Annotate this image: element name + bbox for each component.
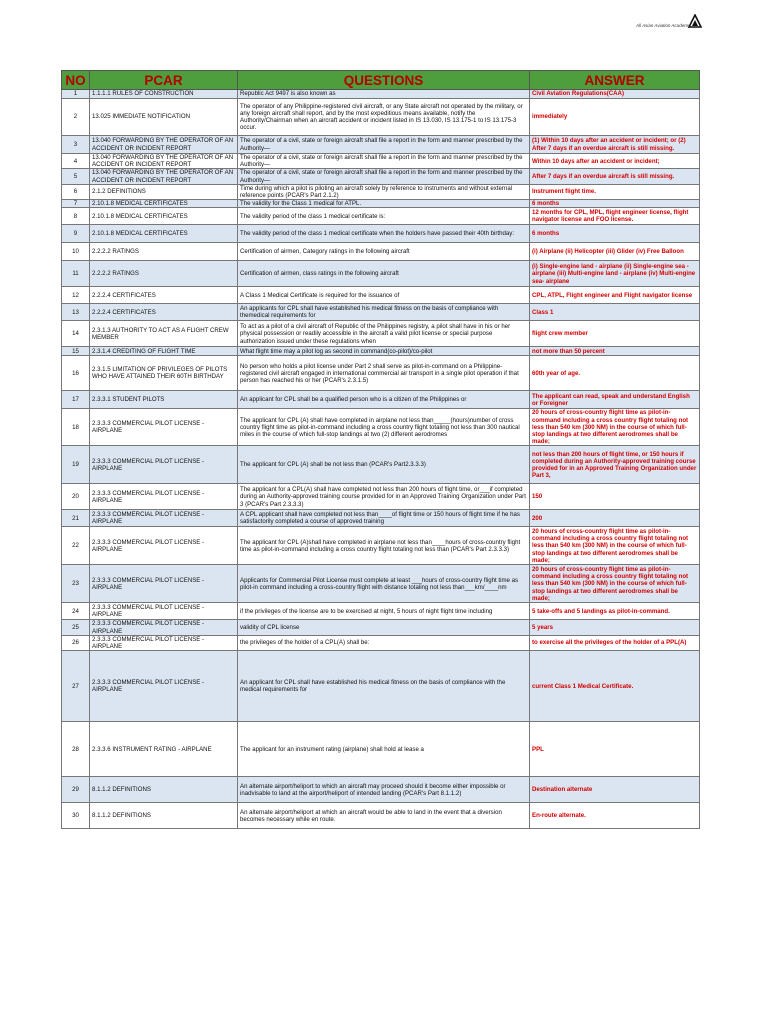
pcar-reference: 2.2.2.2 RATINGS: [90, 243, 238, 261]
row-number: 11: [62, 261, 90, 287]
logo: [636, 14, 702, 36]
row-number: 27: [62, 651, 90, 722]
question-text: The applicant for CPL (A) shall have completed in airplane not less than_____(hours)number of cross country flight time as pilot-in-command including a cross country flight totaling not less than 300 nautical miles in the course of which full-stop landings at two (2) different aerodromes: [238, 409, 530, 446]
answer-text: PPL: [530, 722, 700, 777]
answer-text: The applicant can read, speak and understand English or Foreigner: [530, 391, 700, 409]
answer-text: (i) Airplane (ii) Helicopter (iii) Glider (iv) Free Balloon: [530, 243, 700, 261]
question-text: The validity for the Class 1 medical for ATPL.: [238, 200, 530, 208]
table-row: [62, 243, 700, 261]
pcar-reference: 2.2.2.4 CERTIFICATES: [90, 287, 238, 304]
pcar-reference: 2.3.1.5 LIMITATION OF PRIVILEGES OF PILOTS WHO HAVE ATTAINED THEIR 60TH BIRTHDAY: [90, 356, 238, 391]
answer-text: Class 1: [530, 304, 700, 321]
header-questions: QUESTIONS: [238, 71, 530, 90]
logo-text: All Asian Aviation Academy: [636, 23, 691, 28]
row-number: 21: [62, 510, 90, 527]
row-number: 24: [62, 603, 90, 620]
table-row: [62, 169, 700, 184]
table-row: [62, 651, 700, 722]
triangle-logo-icon: [688, 14, 702, 28]
pcar-question-table: [61, 70, 700, 829]
pcar-reference: 2.10.1.8 MEDICAL CERTIFICATES: [90, 200, 238, 208]
question-text: validity of CPL license: [238, 620, 530, 635]
table-row: [62, 391, 700, 409]
table-row: [62, 635, 700, 650]
table-row: [62, 409, 700, 446]
pcar-reference: 2.10.1.8 MEDICAL CERTIFICATES: [90, 225, 238, 243]
table-header-row: [62, 71, 700, 90]
header-answer: ANSWER: [530, 71, 700, 90]
row-number: 14: [62, 321, 90, 347]
pcar-reference: 2.3.3.3 COMMERCIAL PILOT LICENSE - AIRPLANE: [90, 565, 238, 603]
pcar-reference: 2.3.3.3 COMMERCIAL PILOT LICENSE - AIRPLANE: [90, 484, 238, 510]
table-row: [62, 777, 700, 803]
answer-text: (i) Single-engine land - airplane (ii) Single-engine sea - airplane (iii) Multi-engine land - airplane (iv) Multi-engine sea- airplane: [530, 261, 700, 287]
pcar-reference: 13.040 FORWARDING BY THE OPERATOR OF AN ACCIDENT OR INCIDENT REPORT: [90, 169, 238, 184]
answer-text: En-route alternate.: [530, 803, 700, 829]
table-row: [62, 304, 700, 321]
pcar-reference: 2.3.3.6 INSTRUMENT RATING - AIRPLANE: [90, 722, 238, 777]
table-row: [62, 356, 700, 391]
question-text: To act as a pilot of a civil aircraft of Republic of the Philippines registry, a pilot shall have in his or her physical possession or readily accessible in the aircraft a valid pilot license or special purpose authorization issued under these regulations when: [238, 321, 530, 347]
row-number: 3: [62, 136, 90, 154]
table-row: [62, 527, 700, 565]
row-number: 18: [62, 409, 90, 446]
answer-text: Instrument flight time.: [530, 184, 700, 199]
row-number: 17: [62, 391, 90, 409]
answer-text: (1) Within 10 days after an accident or incident; or (2) After 7 days if an overdue aircraft is still missing.: [530, 136, 700, 154]
answer-text: 6 months: [530, 200, 700, 208]
table-body: [62, 90, 700, 829]
row-number: 5: [62, 169, 90, 184]
table-row: [62, 136, 700, 154]
question-text: Time during which a pilot is piloting an aircraft solely by reference to instruments and without external reference points (PCAR's Part 2.1.2): [238, 184, 530, 199]
answer-text: 20 hours of cross-country flight time as pilot-in-command including a cross country flight totaling not less than 540 km (300 NM) in the course of which full-stop landings at two different aerodromes shall be made;: [530, 409, 700, 446]
row-number: 12: [62, 287, 90, 304]
header-no: NO: [62, 71, 90, 90]
row-number: 16: [62, 356, 90, 391]
table-row: [62, 99, 700, 136]
table-row: [62, 620, 700, 635]
row-number: 15: [62, 347, 90, 356]
answer-text: 200: [530, 510, 700, 527]
row-number: 22: [62, 527, 90, 565]
pcar-reference: 2.3.1.3 AUTHORITY TO ACT AS A FLIGHT CREW MEMBER: [90, 321, 238, 347]
table-row: [62, 565, 700, 603]
question-text: The validity period of the class 1 medical certificate is:: [238, 208, 530, 225]
table-row: [62, 90, 700, 99]
answer-text: flight crew member: [530, 321, 700, 347]
table-row: [62, 722, 700, 777]
pcar-reference: 2.2.2.4 CERTIFICATES: [90, 304, 238, 321]
pcar-reference: 2.3.3.3 COMMERCIAL PILOT LICENSE - AIRPLANE: [90, 603, 238, 620]
row-number: 8: [62, 208, 90, 225]
question-text: The operator of any Philippine-registered civil aircraft, or any State aircraft not operated by the military, or any foreign aircraft shall report, and by the most expeditious means available, notify the Authority/Chairman when an aircraft accident or incident listed in IS 13.030, IS 13.175-1 to IS 13.175-3 occur.: [238, 99, 530, 136]
answer-text: 12 months for CPL, MPL, flight engineer license, flight navigator license and FOO license.: [530, 208, 700, 225]
answer-text: After 7 days if an overdue aircraft is still missing.: [530, 169, 700, 184]
pcar-reference: 8.1.1.2 DEFINITIONS: [90, 777, 238, 803]
table-row: [62, 154, 700, 169]
answer-text: 6 months: [530, 225, 700, 243]
question-text: the privileges of the holder of a CPL(A) shall be:: [238, 635, 530, 650]
question-text: An alternate airport/heliport to which an aircraft may proceed should it become either impossible or inadvisable to land at the airport/heliport of intended landing (PCAR's Part 8.1.1.2): [238, 777, 530, 803]
row-number: 10: [62, 243, 90, 261]
question-text: An applicant for CPL shall have established his medical fitness on the basis of compliance with the medical requirements for: [238, 651, 530, 722]
pcar-reference: 2.3.3.3 COMMERCIAL PILOT LICENSE - AIRPLANE: [90, 635, 238, 650]
answer-text: 60th year of age.: [530, 356, 700, 391]
question-text: Republic Act 9497 is also known as: [238, 90, 530, 99]
question-text: if the privileges of the license are to be exercised at night, 5 hours of night flight time including: [238, 603, 530, 620]
table-row: [62, 184, 700, 199]
answer-text: Destination alternate: [530, 777, 700, 803]
question-text: Certification of airmen, Category ratings in the following aircraft: [238, 243, 530, 261]
row-number: 25: [62, 620, 90, 635]
question-text: An applicants for CPL shall have established his medical fitness on the basis of compliance with themedical requirements for: [238, 304, 530, 321]
pcar-reference: 2.3.3.1 STUDENT PILOTS: [90, 391, 238, 409]
question-text: The operator of a civil, state or foreign aircraft shall file a report in the form and manner prescribed by the Authority—: [238, 154, 530, 169]
question-text: The applicant for CPL (A)shall have completed in airplane not less than____hours of cross-country flight time as pilot-in-command including a cross country flight totaling not less than (PCAR's Part 2.3.3.3): [238, 527, 530, 565]
pcar-reference: 1.1.1.1 RULES OF CONSTRUCTION: [90, 90, 238, 99]
question-text: Certification of airmen, class ratings in the following aircraft: [238, 261, 530, 287]
question-text: The operator of a civil, state or foreign aircraft shall file a report in the form and manner prescribed by the Authority—: [238, 136, 530, 154]
table-row: [62, 347, 700, 356]
question-text: Applicants for Commercial Pilot License must complete at least ___hours of cross-country flight time as pilot-in command including a cross-country flight with distance totaling not less than___km/____nm: [238, 565, 530, 603]
table-row: [62, 446, 700, 484]
row-number: 23: [62, 565, 90, 603]
answer-text: Within 10 days after an accident or incident;: [530, 154, 700, 169]
row-number: 19: [62, 446, 90, 484]
pcar-reference: 2.3.3.3 COMMERCIAL PILOT LICENSE - AIRPLANE: [90, 446, 238, 484]
answer-text: 150: [530, 484, 700, 510]
pcar-reference: 13.025 IMMEDIATE NOTIFICATION: [90, 99, 238, 136]
header-pcar: PCAR: [90, 71, 238, 90]
question-text: An applicant for CPL shall be a qualified person who is a citizen of the Philippines or: [238, 391, 530, 409]
table-row: [62, 208, 700, 225]
pcar-reference: 8.1.1.2 DEFINITIONS: [90, 803, 238, 829]
row-number: 9: [62, 225, 90, 243]
answer-text: 5 take-offs and 5 landings as pilot-in-command.: [530, 603, 700, 620]
pcar-reference: 13.040 FORWARDING BY THE OPERATOR OF AN ACCIDENT OR INCIDENT REPORT: [90, 154, 238, 169]
question-text: The validity period of the class 1 medical certificate when the holders have passed their 40th birthday:: [238, 225, 530, 243]
table-row: [62, 200, 700, 208]
answer-text: current Class 1 Medical Certificate.: [530, 651, 700, 722]
table-row: [62, 484, 700, 510]
table-row: [62, 603, 700, 620]
table-row: [62, 261, 700, 287]
answer-text: immediately: [530, 99, 700, 136]
answer-text: Civil Aviation Regulations(CAA): [530, 90, 700, 99]
answer-text: to exercise all the privileges of the holder of a PPL(A): [530, 635, 700, 650]
row-number: 1: [62, 90, 90, 99]
table-row: [62, 225, 700, 243]
table-row: [62, 510, 700, 527]
pcar-reference: 2.1.2 DEFINITIONS: [90, 184, 238, 199]
pcar-reference: 2.2.2.2 RATINGS: [90, 261, 238, 287]
table-row: [62, 321, 700, 347]
question-text: The applicant for a CPL(A) shall have completed not less than 200 hours of flight time, or___if completed during an Authority-approved training course provided for in an Approved Training Organization under Part 3 (PCAR's Part 2.3.3.3): [238, 484, 530, 510]
pcar-reference: 2.3.3.3 COMMERCIAL PILOT LICENSE - AIRPLANE: [90, 620, 238, 635]
question-text: No person who holds a pilot license under Part 2 shall serve as pilot-in-command on a Philippine-registered civil aircraft engaged in international commercial air transport in a single pilot operation if that person has reached his or her (PCAR's 2.3.1.5): [238, 356, 530, 391]
question-text: The operator of a civil, state or foreign aircraft shall file a report in the form and manner prescribed by the Authority—: [238, 169, 530, 184]
row-number: 26: [62, 635, 90, 650]
answer-text: 20 hours of cross-country flight time as pilot-in-command including a cross country flight totaling not less than 540 km (300 NM) in the course of which full-stop landings at two different aerodromes shall be made;: [530, 565, 700, 603]
answer-text: not less than 200 hours of flight time, or 150 hours if completed during an Authority-approved training course provided for in an Approved Training Organization under Part 3,: [530, 446, 700, 484]
pcar-reference: 2.3.3.3 COMMERCIAL PILOT LICENSE - AIRPLANE: [90, 409, 238, 446]
row-number: 28: [62, 722, 90, 777]
row-number: 20: [62, 484, 90, 510]
pcar-reference: 2.3.3.3 COMMERCIAL PILOT LICENSE - AIRPLANE: [90, 651, 238, 722]
row-number: 30: [62, 803, 90, 829]
question-text: A Class 1 Medical Certificate is required for the issuance of: [238, 287, 530, 304]
pcar-reference: 2.10.1.8 MEDICAL CERTIFICATES: [90, 208, 238, 225]
pcar-reference: 2.3.1.4 CREDITING OF FLIGHT TIME: [90, 347, 238, 356]
answer-text: 5 years: [530, 620, 700, 635]
row-number: 2: [62, 99, 90, 136]
table-row: [62, 803, 700, 829]
table-row: [62, 287, 700, 304]
row-number: 4: [62, 154, 90, 169]
question-text: The applicant for CPL (A) shall be not less than (PCAR's Part2.3.3.3): [238, 446, 530, 484]
row-number: 13: [62, 304, 90, 321]
row-number: 29: [62, 777, 90, 803]
question-text: What flight time may a pilot log as second in command(co-pilot)/co-pilot: [238, 347, 530, 356]
row-number: 6: [62, 184, 90, 199]
question-text: An alternate airport/heliport at which an aircraft would be able to land in the event that a diversion becomes necessary while en route.: [238, 803, 530, 829]
question-text: The applicant for an instrument rating (airplane) shall hold at lease a: [238, 722, 530, 777]
pcar-reference: 2.3.3.3 COMMERCIAL PILOT LICENSE - AIRPLANE: [90, 527, 238, 565]
row-number: 7: [62, 200, 90, 208]
answer-text: not more than 50 percent: [530, 347, 700, 356]
pcar-reference: 2.3.3.3 COMMERCIAL PILOT LICENSE - AIRPLANE: [90, 510, 238, 527]
answer-text: CPL, ATPL, Flight engineer and Flight navigator license: [530, 287, 700, 304]
answer-text: 20 hours of cross-country flight time as pilot-in-command including a cross country flight totaling not less than 540 km (300 NM) in the course of which full-stop landings at two different aerodromes shall be made;: [530, 527, 700, 565]
question-text: A CPL applicant shall have completed not less than____of flight time or 150 hours of flight time if he has satisfactorily completed a course of approved training: [238, 510, 530, 527]
pcar-reference: 13.040 FORWARDING BY THE OPERATOR OF AN ACCIDENT OR INCIDENT REPORT: [90, 136, 238, 154]
